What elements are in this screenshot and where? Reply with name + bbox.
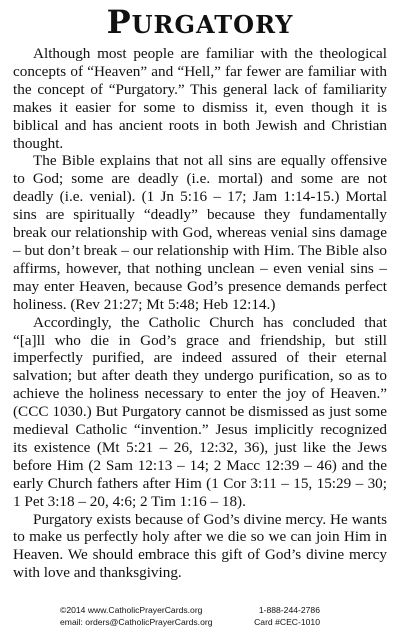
- paragraph-mercy: Purgatory exists because of God’s divine mercy. He wants to make us perfectly holy after we die so we can join Him in Heaven. We should embrace this gift of God’s divine mercy with love and thanksgiving.: [13, 510, 387, 582]
- paragraph-church: Accordingly, the Catholic Church has concluded that “[a]ll who die in God’s grace and friendship, but still imperfectly purified, are indeed assured of their eternal salvation; but after death they undergo purification, so as to achieve the holiness necessary to enter the joy of Heaven.” (CCC 1030.) But Purgatory cannot be dismissed as just some medieval Catholic “invention.” Jesus implicitly recognized its existence (Mt 5:21 – 26, 12:32, 36), just like the Jews before Him (2 Sam 12:13 – 14; 2 Macc 12:39 – 46) and the early Church fathers after Him (1 Cor 3:11 – 15, 15:29 – 30; 1 Pet 3:18 – 20, 4:6; 2 Tim 1:16 – 18).: [13, 313, 387, 510]
- paragraph-bible: The Bible explains that not all sins are equally offensive to God; some are deadly (i.e. mortal) and some are not deadly (i.e. venial). (1 Jn 5:16 – 17; Jam 1:14-15.) Mortal sins are spiritually “deadly” because they fundamentally break our relationship with God, whereas venial sins damage – but don’t break – our relationship with Him. The Bible also affirms, however, that nothing unclean – even venial sins – may enter Heaven, because God’s presence demands perfect holiness. (Rev 21:27; Mt 5:48; Heb 12:14.): [13, 152, 387, 313]
- paragraph-intro: Although most people are familiar with the theological concepts of “Heaven” and “Hell,” far fewer are familiar with the concept of “Purgatory.” This general lack of familiarity makes it easier for some to dismiss it, even though it is biblical and has ancient roots in both Jewish and Christian thought.: [13, 45, 387, 152]
- footer-row-1: [0, 604, 400, 616]
- card-footer: [0, 604, 400, 628]
- email-text: email: orders@CatholicPrayerCards.org: [60, 617, 213, 627]
- title-initial: P: [106, 3, 132, 41]
- title-rest: URGATORY: [131, 10, 294, 39]
- card-number: Card #CEC-1010: [254, 617, 320, 627]
- phone-number: 1-888-244-2786: [258, 605, 320, 615]
- footer-row-2: [0, 616, 400, 628]
- copyright-text: ©2014 www.CatholicPrayerCards.org: [60, 605, 203, 615]
- card-title: [13, 4, 387, 43]
